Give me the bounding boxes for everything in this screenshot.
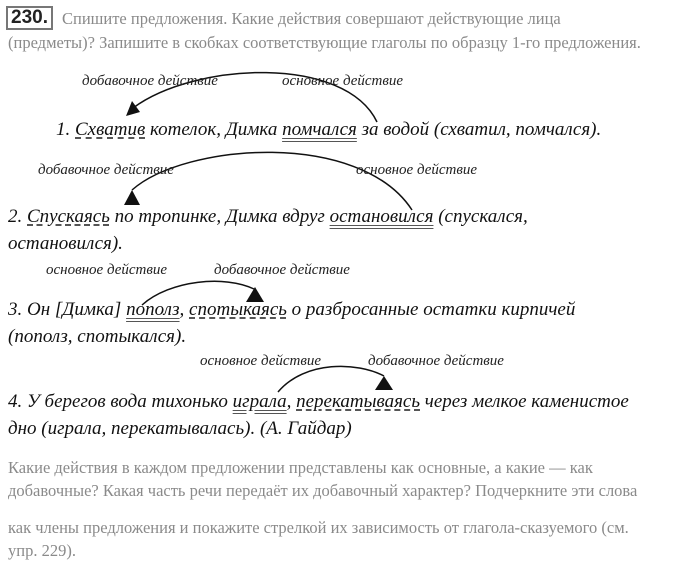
sentence-4-text-a: , [286,391,297,412]
sentence-1-predicate: помчался [282,119,357,140]
instruction-line-2: (предметы)? Запишите в скобках соответствующие глаголы по образцу 1-го предложения. [8,33,641,52]
sentence-3-gerund: спотыкаясь [189,299,287,320]
question-line-2: добавочные? Какая часть речи передаёт их добавочный характер? Подчеркните эти слова [8,481,638,500]
sentence-4-gerund: перекатываясь [296,391,420,412]
sentence-2-text-b: (спускался, [433,206,528,227]
sentence-3-predicate: пополз [126,299,180,320]
question-line-1: Какие действия в каждом предложении представлены как основные, а какие — как [8,458,593,477]
label-main-2: основное действие [356,162,478,178]
sentence-3-prefix: 3. Он [Димка] [8,299,127,320]
sentence-2-text-a: по тропинке, Димка вдруг [109,206,330,227]
label-additional-1: добавочное действие [82,73,218,89]
sentence-1 [56,116,601,144]
label-additional-2: добавочное действие [38,162,174,178]
sentence-2-line-2: остановился). [8,233,123,254]
sentence-3 [8,296,575,324]
label-additional-4: добавочное действие [368,353,504,369]
sentence-2-gerund: Спускаясь [27,206,110,227]
question-line-3: как члены предложения и покажите стрелкой их зависимость от глагола-сказуемого (см. [8,518,629,537]
sentence-3-line-2: (пополз, спотыкался). [8,326,187,347]
question-line-4: упр. 229). [8,541,76,560]
sentence-4-text-b: через мелкое каменистое [420,391,629,412]
sentence-1-text-b: за водой (схватил, помчался). [356,119,602,140]
label-additional-3: добавочное действие [214,262,350,278]
arrow-1-head [126,101,140,116]
instruction-line-1: Спишите предложения. Какие действия совершают действующие лица [62,9,561,28]
label-main-1: основное действие [282,73,404,89]
sentence-1-text-a: котелок, Димка [145,119,283,140]
arrow-2-curve [132,152,412,210]
sentence-3-text-b: о разбросанные остатки кирпичей [286,299,576,320]
label-main-3: основное действие [46,262,168,278]
sentence-4-prefix: 4. У берегов вода тихонько [8,391,233,412]
sentence-3-text-a: , [179,299,190,320]
sentence-1-prefix: 1. [56,119,75,140]
sentence-4 [8,388,629,416]
sentence-4-predicate: играла [232,391,287,412]
label-main-4: основное действие [200,353,322,369]
sentence-2 [8,203,528,231]
sentence-4-line-2: дно (играла, перекатывалась). (А. Гайдар) [8,418,352,439]
sentence-2-predicate: остановился [329,206,434,227]
sentence-2-prefix: 2. [8,206,27,227]
sentence-1-gerund: Схватив [75,119,146,140]
task-number: 230. [6,6,53,30]
